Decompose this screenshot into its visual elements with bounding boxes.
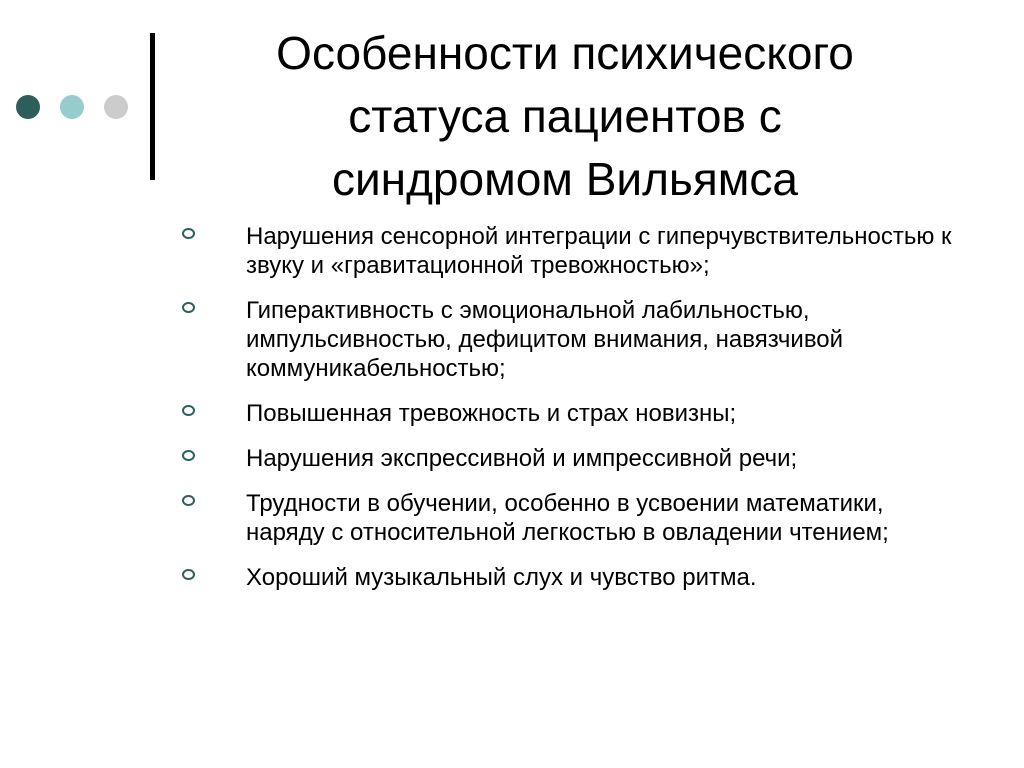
bullet-item [180,399,960,428]
dot-dark-icon [16,95,40,119]
bullet-text: Нарушения сенсорной интеграции с гиперчувствительностью к звуку и «гравитационной тревожностью»; [246,223,952,279]
bullet-item [180,563,960,592]
slide-title [190,22,940,211]
bullet-text: Трудности в обучении, особенно в усвоении математики, наряду с относительной легкостью в овладении чтением; [246,490,889,546]
bullet-ring-icon [182,405,195,416]
bullet-ring-icon [182,495,195,506]
bullet-text: Нарушения экспрессивной и импрессивной речи; [246,445,798,472]
bullet-list [180,222,960,608]
bullet-item [180,222,960,280]
bullet-ring-icon [182,569,195,580]
title-line-3: синдромом Вильямса [331,153,799,205]
bullet-text: Повышенная тревожность и страх новизны; [246,400,737,427]
dot-teal-icon [60,95,84,119]
bullet-ring-icon [182,302,195,313]
bullet-ring-icon [182,450,195,461]
bullet-ring-icon [182,228,195,239]
vertical-divider [150,33,155,180]
bullet-item [180,444,960,473]
bullet-text: Хороший музыкальный слух и чувство ритма. [246,564,757,591]
title-line-2: статуса пациентов с [348,90,782,142]
title-line-1: Особенности психического [276,27,854,79]
bullet-text: Гиперактивность с эмоциональной лабильностью, импульсивностью, дефицитом внимания, навязчивой коммуникабельностью; [246,297,844,382]
dot-light-icon [104,95,128,119]
bullet-item [180,296,960,383]
bullet-item [180,489,960,547]
